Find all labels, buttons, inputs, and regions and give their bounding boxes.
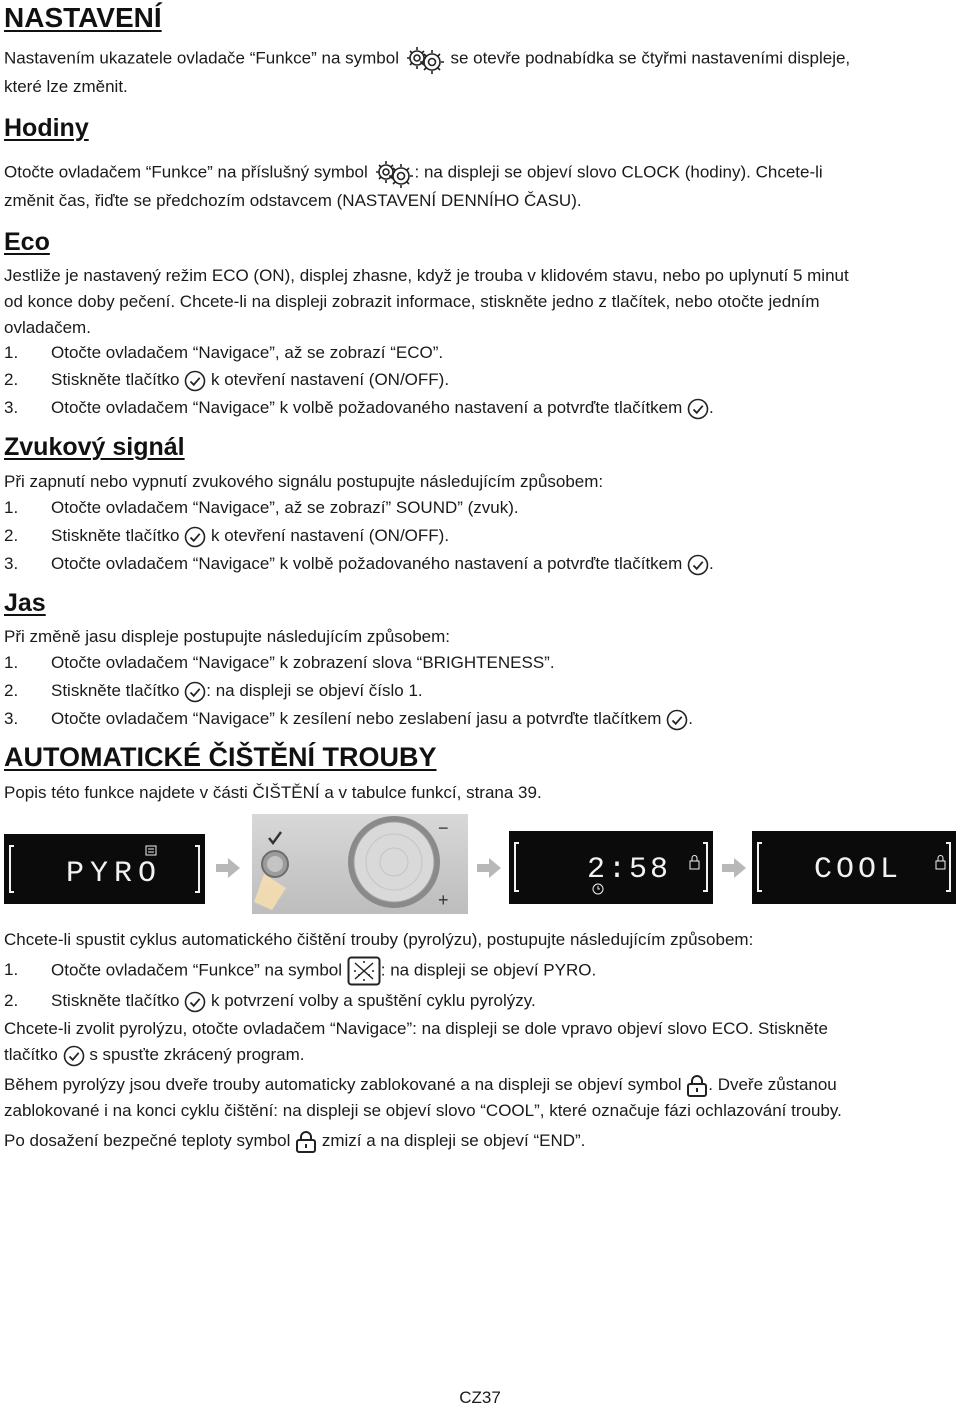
eco-line-2: od konce doby pečení. Chcete-li na displeji zobrazit informace, stiskněte jedno z tlačítek, nebo otočte jedním [4,292,820,311]
step-text-a: Stiskněte tlačítko [51,526,180,545]
check-button-icon [63,1045,85,1067]
eco-paragraph [4,263,956,341]
heading-nastaveni: NASTAVENÍ [4,2,162,33]
heading-zvukovy-signal: Zvukový signál [4,433,185,461]
step-text-b: : na displeji se objeví číslo 1. [206,681,423,700]
step-text-b: . [709,554,714,573]
step-number: 1. [4,960,19,980]
display-cool [752,831,956,904]
eco-line-1: Jestliže je nastavený režim ECO (ON), displej zhasne, když je trouba v klidovém stavu, nebo po uplynutí 5 minut [4,266,849,285]
heading-hodiny: Hodiny [4,114,89,142]
check-button-icon [184,370,206,392]
pyro-p1-line-2a: tlačítko [4,1045,58,1064]
pyro-paragraph-end [4,1128,956,1154]
check-button-icon [184,681,206,703]
lock-icon [690,861,699,869]
display-time-graphic [509,831,713,904]
step-text-a: Otočte ovladačem “Navigace” k zesílení nebo zeslabení jasu a potvrďte tlačítkem [51,709,662,728]
control-knob-panel [252,814,468,914]
step-number: 2. [4,370,19,389]
heading-automaticke-cisteni: AUTOMATICKÉ ČIŠTĚNÍ TROUBY [4,742,437,772]
intro-line-2: které lze změnit. [4,77,128,96]
step-number: 3. [4,554,19,573]
hodiny-line-1a: Otočte ovladačem “Funkce” na příslušný symbol [4,162,368,182]
pyro-p2-line-2: zablokované i na konci cyklu čištění: na displeji se objeví slovo “COOL”, které označuje fázi ochlazování trouby. [4,1101,842,1120]
gear-settings-icon [373,158,415,188]
pyro-p2-line-1b: . Dveře zůstanou [708,1075,837,1094]
arrow-right-icon [477,857,501,879]
display-pyro-graphic [4,834,205,904]
step-text-b: : na displeji se objeví PYRO. [380,960,597,980]
finger-icon [254,874,286,910]
step-text-a: Stiskněte tlačítko [51,991,180,1010]
check-button-icon [184,991,206,1013]
pyro-p3-b: zmizí a na displeji se objeví “END”. [321,1131,586,1150]
intro-paragraph [4,44,956,100]
minus-sign: − [438,818,449,838]
gear-settings-icon [404,44,446,74]
display-pyro-text: PYRO [66,857,163,891]
pyro-intro: Chcete-li spustit cyklus automatického čištění trouby (pyrolýzu), postupujte následujícím způsobem: [4,930,754,949]
eco-step-1 [4,340,956,366]
step-number: 2. [4,681,19,700]
jas-step-2 [4,678,956,704]
step-text-b: k otevření nastavení (ON/OFF). [210,526,450,545]
eco-step-2 [4,367,956,393]
pyro-p1-line-1: Chcete-li zvolit pyrolýzu, otočte ovladačem “Navigace”: na displeji se dole vpravo objeví slovo ECO. Stiskněte [4,1019,828,1038]
step-text-b: . [709,398,714,417]
hodiny-line-1b: : na displeji se objeví slovo CLOCK (hodiny). Chcete-li [414,162,823,182]
step-text-a: Otočte ovladačem “Navigace” k volbě požadovaného nastavení a potvrďte tlačítkem [51,554,683,573]
step-text-a: Stiskněte tlačítko [51,681,180,700]
jas-paragraph: Při změně jasu displeje postupujte následujícím způsobem: [4,627,451,646]
hodiny-line-2: změnit čas, řiďte se předchozím odstavcem (NASTAVENÍ DENNÍHO ČASU). [4,191,582,210]
display-time [509,831,713,904]
step-number: 1. [4,498,19,517]
display-cool-graphic [752,831,956,904]
pyrolysis-icon [347,956,381,986]
heading-jas: Jas [4,589,46,617]
zvuk-step-3 [4,551,956,577]
step-number: 1. [4,653,19,672]
lock-icon [295,1130,317,1154]
check-button-icon [687,398,709,420]
pyro-step-1 [4,956,956,986]
step-text-a: Otočte ovladačem “Navigace” k volbě požadovaného nastavení a potvrďte tlačítkem [51,398,683,417]
step-number: 3. [4,709,19,728]
step-number: 2. [4,991,19,1010]
step-text-a: Otočte ovladačem “Funkce” na symbol [51,960,343,980]
zvuk-paragraph: Při zapnutí nebo vypnutí zvukového signálu postupujte následujícím způsobem: [4,472,604,491]
page-number: CZ37 [459,1388,501,1407]
step-text: Otočte ovladačem “Navigace”, až se zobrazí “ECO”. [51,343,444,362]
pyro-paragraph-eco [4,1016,956,1068]
step-number: 3. [4,398,19,417]
check-button-icon [687,554,709,576]
lock-icon [936,861,945,869]
jas-step-3 [4,706,956,732]
jas-step-1 [4,650,956,676]
step-number: 1. [4,343,19,362]
check-mark-icon [269,832,281,843]
pyro-paragraph-lock [4,1072,956,1124]
plus-sign: + [438,890,449,910]
step-text: Otočte ovladačem “Navigace”, až se zobrazí” SOUND” (zvuk). [51,498,519,517]
zvuk-step-1 [4,495,956,521]
check-button-icon [184,526,206,548]
pyro-p2-line-1a: Během pyrolýzy jsou dveře trouby automaticky zablokované a na displeji se objeví symbol [4,1075,682,1094]
zvuk-step-2 [4,523,956,549]
knob-graphic [252,814,468,914]
pyro-p3-a: Po dosažení bezpečné teploty symbol [4,1131,291,1150]
display-time-text: 2:58 [587,853,672,887]
hodiny-paragraph [4,158,956,214]
step-text-b: k otevření nastavení (ON/OFF). [210,370,450,389]
lock-icon [686,1074,708,1098]
heading-eco: Eco [4,228,50,256]
step-text: Otočte ovladačem “Navigace” k zobrazení slova “BRIGHTENESS”. [51,653,555,672]
display-cool-text: COOL [814,853,903,887]
eco-line-3: ovladačem. [4,318,91,337]
eco-step-3 [4,395,956,421]
arrow-right-icon [722,857,746,879]
intro-line-1a: Nastavením ukazatele ovladače “Funkce” na symbol [4,48,399,68]
auto-paragraph: Popis této funkce najdete v části ČIŠTĚNÍ a v tabulce funkcí, strana 39. [4,783,542,802]
step-text-a: Stiskněte tlačítko [51,370,180,389]
pyro-step-2 [4,988,956,1014]
display-pyro [4,834,205,904]
step-number: 2. [4,526,19,545]
intro-line-1b: se otevře podnabídka se čtyřmi nastaveními displeje, [450,48,851,68]
arrow-right-icon [216,857,240,879]
pyro-p1-line-2b: s spusťte zkrácený program. [89,1045,305,1064]
step-text-b: k potvrzení volby a spuštění cyklu pyrolýzy. [210,991,536,1010]
check-button-icon [666,709,688,731]
step-text-b: . [688,709,693,728]
